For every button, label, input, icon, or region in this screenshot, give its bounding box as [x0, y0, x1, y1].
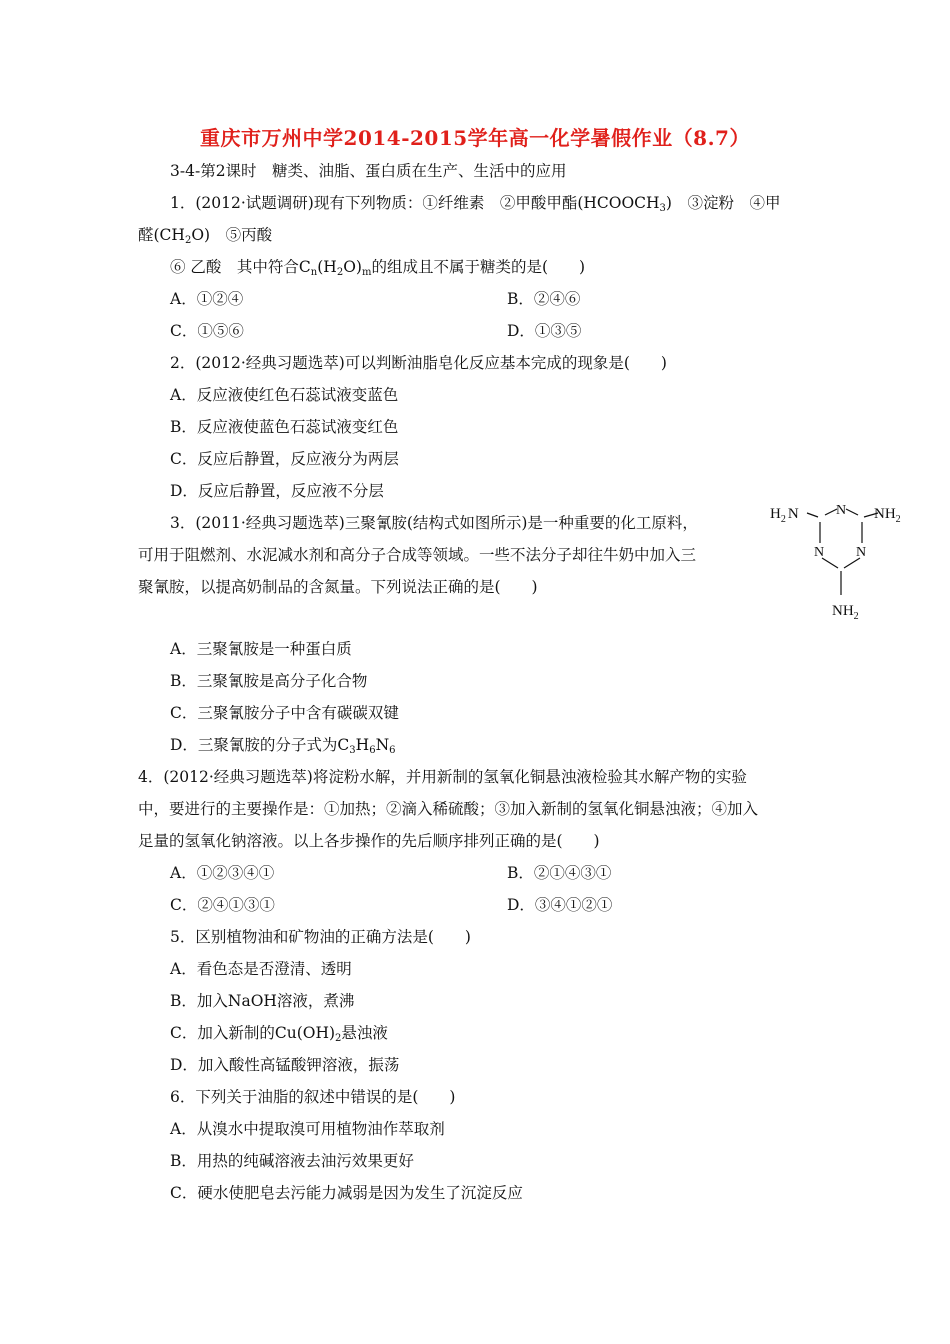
q4-stem-line3: 足量的氢氧化钠溶液。以上各步操作的先后顺序排列正确的是( ) [138, 832, 600, 850]
q4-stem-line1: 4．(2012·经典习题选萃)将淀粉水解，并用新制的氢氧化铜悬浊液检验其水解产物的实验 [138, 768, 747, 786]
q4-option-c: C．②④①③① [170, 896, 275, 914]
q5-stem: 5．区别植物油和矿物油的正确方法是( ) [170, 928, 471, 946]
q4-option-d: D．③④①②① [507, 896, 613, 914]
q1-option-d: D．①③⑤ [507, 322, 582, 340]
q5-option-b: B．加入NaOH溶液，煮沸 [170, 992, 355, 1010]
q6-option-a: A．从溴水中提取溴可用植物油作萃取剂 [170, 1120, 445, 1138]
q2-option-c: C．反应后静置，反应液分为两层 [170, 450, 399, 468]
q5-option-c: C．加入新制的$Cu(OH)_2$悬浊液 [170, 1024, 388, 1044]
q3-option-a: A．三聚氰胺是一种蛋白质 [170, 640, 352, 658]
ring-nitrogen-left: N [814, 545, 825, 560]
q6-option-c: C．硬水使肥皂去污能力减弱是因为发生了沉淀反应 [170, 1184, 523, 1202]
q2-option-b: B．反应液使蓝色石蕊试液变红色 [170, 418, 399, 436]
ring-nitrogen-right: N [856, 545, 867, 560]
ring-nitrogen-top: N [836, 503, 847, 518]
amino-group-bottom: $NH_2$ [832, 603, 859, 622]
q3-option-d: D．三聚氰胺的分子式为$C_3H_6N_6$ [170, 736, 396, 756]
amino-group-right: $NH_2$ [874, 506, 901, 525]
q1-stem-line3: ⑥ 乙酸 其中符合$C_n(H_2O)_m$的组成且不属于糖类的是( ) [170, 258, 586, 278]
q3-option-b: B．三聚氰胺是高分子化合物 [170, 672, 368, 690]
q1-stem-line1: 1．(2012·试题调研)现有下列物质：①纤维素 ②甲酸甲酯$(HCOOCH_3)$ ③淀粉 ④甲 [170, 194, 781, 214]
q3-option-c: C．三聚氰胺分子中含有碳碳双键 [170, 704, 399, 722]
q1-stem-line2: 醛$(CH_2O)$ ⑤丙酸 [138, 226, 273, 246]
lesson-subtitle: 3-4-第2课时 糖类、油脂、蛋白质在生产、生活中的应用 [170, 162, 567, 180]
page-title: 重庆市万州中学2014-2015学年高一化学暑假作业（8.7） [200, 126, 750, 150]
q3-stem-line1: 3．(2011·经典习题选萃)三聚氰胺(结构式如图所示)是一种重要的化工原料， [170, 514, 698, 532]
q1-option-a: A．①②④ [170, 290, 244, 308]
q4-option-a: A．①②③④① [170, 864, 275, 882]
q6-stem: 6．下列关于油脂的叙述中错误的是( ) [170, 1088, 456, 1106]
q4-option-b: B．②①④③① [507, 864, 612, 882]
q1-option-c: C．①⑤⑥ [170, 322, 244, 340]
q2-option-a: A．反应液使红色石蕊试液变蓝色 [170, 386, 399, 404]
q1-option-b: B．②④⑥ [507, 290, 581, 308]
melamine-structure-diagram [762, 495, 922, 630]
q5-option-a: A．看色态是否澄清、透明 [170, 960, 352, 978]
q6-option-b: B．用热的纯碱溶液去油污效果更好 [170, 1152, 414, 1170]
q5-option-d: D．加入酸性高锰酸钾溶液，振荡 [170, 1056, 400, 1074]
amino-group-left: $H_2$ N [770, 506, 799, 525]
q3-stem-line2: 可用于阻燃剂、水泥减水剂和高分子合成等领域。一些不法分子却往牛奶中加入三 [138, 546, 697, 564]
q2-stem: 2．(2012·经典习题选萃)可以判断油脂皂化反应基本完成的现象是( ) [170, 354, 667, 372]
q2-option-d: D．反应后静置，反应液不分层 [170, 482, 384, 500]
q3-stem-line3: 聚氰胺，以提高奶制品的含氮量。下列说法正确的是( ) [138, 578, 538, 596]
q4-stem-line2: 中，要进行的主要操作是：①加热；②滴入稀硫酸；③加入新制的氢氧化铜悬浊液；④加入 [138, 800, 759, 818]
